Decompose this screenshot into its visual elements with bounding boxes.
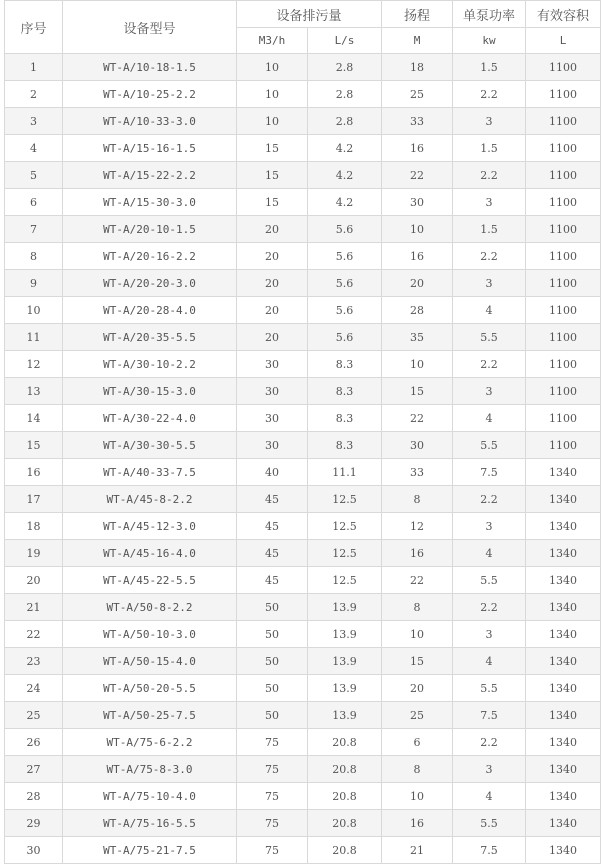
cell-head: 8 <box>382 756 453 783</box>
cell-model: WT-A/75-16-5.5 <box>63 810 237 837</box>
cell-index: 4 <box>5 135 63 162</box>
cell-m3h: 50 <box>237 621 308 648</box>
table-row <box>5 351 601 378</box>
cell-head: 16 <box>382 135 453 162</box>
cell-m3h: 15 <box>237 135 308 162</box>
cell-index: 29 <box>5 810 63 837</box>
cell-m3h: 20 <box>237 324 308 351</box>
cell-power: 4 <box>453 297 526 324</box>
cell-m3h: 75 <box>237 783 308 810</box>
cell-volume: 1340 <box>526 675 601 702</box>
cell-m3h: 45 <box>237 540 308 567</box>
cell-ls: 8.3 <box>308 432 382 459</box>
cell-power: 2.2 <box>453 594 526 621</box>
table-row <box>5 243 601 270</box>
cell-model: WT-A/45-8-2.2 <box>63 486 237 513</box>
cell-index: 2 <box>5 81 63 108</box>
cell-ls: 8.3 <box>308 378 382 405</box>
cell-m3h: 10 <box>237 54 308 81</box>
cell-power: 1.5 <box>453 135 526 162</box>
cell-m3h: 15 <box>237 189 308 216</box>
cell-index: 26 <box>5 729 63 756</box>
cell-ls: 20.8 <box>308 810 382 837</box>
header-head: 扬程 <box>382 1 453 28</box>
cell-volume: 1100 <box>526 432 601 459</box>
table-header <box>5 1 601 54</box>
cell-head: 12 <box>382 513 453 540</box>
cell-m3h: 30 <box>237 378 308 405</box>
cell-ls: 2.8 <box>308 81 382 108</box>
cell-m3h: 75 <box>237 810 308 837</box>
cell-volume: 1340 <box>526 567 601 594</box>
table-row <box>5 648 601 675</box>
cell-power: 2.2 <box>453 162 526 189</box>
cell-ls: 4.2 <box>308 189 382 216</box>
cell-ls: 20.8 <box>308 837 382 864</box>
cell-index: 14 <box>5 405 63 432</box>
cell-index: 5 <box>5 162 63 189</box>
cell-ls: 5.6 <box>308 243 382 270</box>
unit-ls: L/s <box>308 28 382 54</box>
cell-power: 7.5 <box>453 837 526 864</box>
cell-index: 9 <box>5 270 63 297</box>
cell-head: 15 <box>382 378 453 405</box>
cell-m3h: 45 <box>237 513 308 540</box>
cell-power: 3 <box>453 189 526 216</box>
cell-power: 2.2 <box>453 729 526 756</box>
cell-model: WT-A/10-18-1.5 <box>63 54 237 81</box>
table-row <box>5 405 601 432</box>
cell-index: 28 <box>5 783 63 810</box>
header-power: 单泵功率 <box>453 1 526 28</box>
cell-model: WT-A/30-30-5.5 <box>63 432 237 459</box>
cell-model: WT-A/45-16-4.0 <box>63 540 237 567</box>
cell-m3h: 45 <box>237 486 308 513</box>
cell-ls: 4.2 <box>308 135 382 162</box>
cell-power: 4 <box>453 783 526 810</box>
table-row <box>5 324 601 351</box>
cell-m3h: 20 <box>237 243 308 270</box>
table-row <box>5 216 601 243</box>
cell-model: WT-A/50-20-5.5 <box>63 675 237 702</box>
cell-power: 1.5 <box>453 216 526 243</box>
table-row <box>5 675 601 702</box>
cell-index: 3 <box>5 108 63 135</box>
cell-head: 22 <box>382 405 453 432</box>
cell-head: 28 <box>382 297 453 324</box>
table-row <box>5 594 601 621</box>
cell-volume: 1100 <box>526 135 601 162</box>
cell-volume: 1340 <box>526 837 601 864</box>
cell-power: 2.2 <box>453 486 526 513</box>
cell-power: 5.5 <box>453 810 526 837</box>
unit-volume: L <box>526 28 601 54</box>
cell-model: WT-A/45-12-3.0 <box>63 513 237 540</box>
cell-model: WT-A/20-35-5.5 <box>63 324 237 351</box>
cell-volume: 1100 <box>526 243 601 270</box>
cell-head: 22 <box>382 567 453 594</box>
cell-model: WT-A/10-25-2.2 <box>63 81 237 108</box>
cell-model: WT-A/50-8-2.2 <box>63 594 237 621</box>
cell-index: 8 <box>5 243 63 270</box>
cell-m3h: 75 <box>237 729 308 756</box>
table-row <box>5 108 601 135</box>
cell-model: WT-A/20-28-4.0 <box>63 297 237 324</box>
cell-ls: 5.6 <box>308 324 382 351</box>
cell-model: WT-A/50-25-7.5 <box>63 702 237 729</box>
cell-volume: 1100 <box>526 270 601 297</box>
cell-ls: 2.8 <box>308 108 382 135</box>
cell-ls: 13.9 <box>308 648 382 675</box>
cell-model: WT-A/10-33-3.0 <box>63 108 237 135</box>
cell-m3h: 10 <box>237 108 308 135</box>
cell-volume: 1340 <box>526 594 601 621</box>
cell-model: WT-A/75-8-3.0 <box>63 756 237 783</box>
cell-ls: 13.9 <box>308 702 382 729</box>
cell-ls: 5.6 <box>308 270 382 297</box>
cell-model: WT-A/15-16-1.5 <box>63 135 237 162</box>
cell-volume: 1340 <box>526 810 601 837</box>
cell-volume: 1340 <box>526 729 601 756</box>
cell-ls: 8.3 <box>308 405 382 432</box>
cell-ls: 8.3 <box>308 351 382 378</box>
table-row <box>5 189 601 216</box>
cell-model: WT-A/20-20-3.0 <box>63 270 237 297</box>
cell-m3h: 50 <box>237 675 308 702</box>
cell-power: 3 <box>453 756 526 783</box>
cell-power: 3 <box>453 108 526 135</box>
cell-volume: 1100 <box>526 378 601 405</box>
cell-power: 5.5 <box>453 324 526 351</box>
cell-model: WT-A/75-21-7.5 <box>63 837 237 864</box>
cell-head: 10 <box>382 351 453 378</box>
table-row <box>5 162 601 189</box>
cell-model: WT-A/50-10-3.0 <box>63 621 237 648</box>
cell-volume: 1340 <box>526 540 601 567</box>
cell-index: 18 <box>5 513 63 540</box>
cell-index: 17 <box>5 486 63 513</box>
table-row <box>5 54 601 81</box>
cell-m3h: 30 <box>237 432 308 459</box>
cell-ls: 13.9 <box>308 621 382 648</box>
table-row <box>5 135 601 162</box>
cell-power: 3 <box>453 270 526 297</box>
cell-volume: 1340 <box>526 513 601 540</box>
cell-index: 13 <box>5 378 63 405</box>
cell-ls: 13.9 <box>308 594 382 621</box>
cell-ls: 12.5 <box>308 540 382 567</box>
cell-index: 27 <box>5 756 63 783</box>
cell-head: 25 <box>382 81 453 108</box>
cell-model: WT-A/30-22-4.0 <box>63 405 237 432</box>
cell-power: 1.5 <box>453 54 526 81</box>
cell-index: 7 <box>5 216 63 243</box>
cell-head: 16 <box>382 540 453 567</box>
cell-index: 20 <box>5 567 63 594</box>
cell-head: 35 <box>382 324 453 351</box>
unit-m3h: M3/h <box>237 28 308 54</box>
cell-m3h: 15 <box>237 162 308 189</box>
table-row <box>5 297 601 324</box>
cell-head: 10 <box>382 783 453 810</box>
cell-volume: 1100 <box>526 54 601 81</box>
cell-m3h: 75 <box>237 837 308 864</box>
cell-model: WT-A/40-33-7.5 <box>63 459 237 486</box>
cell-model: WT-A/50-15-4.0 <box>63 648 237 675</box>
cell-volume: 1100 <box>526 81 601 108</box>
cell-power: 5.5 <box>453 567 526 594</box>
cell-m3h: 20 <box>237 297 308 324</box>
cell-power: 2.2 <box>453 243 526 270</box>
cell-m3h: 50 <box>237 648 308 675</box>
cell-index: 1 <box>5 54 63 81</box>
cell-power: 3 <box>453 621 526 648</box>
header-volume: 有效容积 <box>526 1 601 28</box>
cell-volume: 1100 <box>526 189 601 216</box>
cell-model: WT-A/20-16-2.2 <box>63 243 237 270</box>
cell-ls: 13.9 <box>308 675 382 702</box>
cell-m3h: 40 <box>237 459 308 486</box>
cell-power: 4 <box>453 405 526 432</box>
cell-head: 33 <box>382 459 453 486</box>
cell-model: WT-A/45-22-5.5 <box>63 567 237 594</box>
cell-index: 30 <box>5 837 63 864</box>
header-index: 序号 <box>5 1 63 54</box>
cell-index: 12 <box>5 351 63 378</box>
cell-index: 16 <box>5 459 63 486</box>
table-row <box>5 783 601 810</box>
table-row <box>5 729 601 756</box>
table-row <box>5 486 601 513</box>
unit-power: kw <box>453 28 526 54</box>
pump-spec-table <box>4 0 601 864</box>
cell-ls: 12.5 <box>308 567 382 594</box>
cell-volume: 1100 <box>526 351 601 378</box>
cell-m3h: 50 <box>237 702 308 729</box>
cell-volume: 1100 <box>526 216 601 243</box>
table-row <box>5 702 601 729</box>
cell-power: 7.5 <box>453 459 526 486</box>
cell-head: 18 <box>382 54 453 81</box>
cell-head: 21 <box>382 837 453 864</box>
spec-table-container <box>4 0 601 864</box>
cell-ls: 12.5 <box>308 513 382 540</box>
cell-power: 2.2 <box>453 81 526 108</box>
cell-power: 5.5 <box>453 432 526 459</box>
cell-model: WT-A/75-10-4.0 <box>63 783 237 810</box>
table-row <box>5 81 601 108</box>
cell-head: 30 <box>382 432 453 459</box>
cell-power: 4 <box>453 648 526 675</box>
cell-volume: 1340 <box>526 621 601 648</box>
cell-m3h: 30 <box>237 405 308 432</box>
cell-power: 7.5 <box>453 702 526 729</box>
table-row <box>5 567 601 594</box>
cell-m3h: 75 <box>237 756 308 783</box>
cell-volume: 1340 <box>526 702 601 729</box>
cell-volume: 1100 <box>526 324 601 351</box>
cell-head: 8 <box>382 486 453 513</box>
cell-head: 25 <box>382 702 453 729</box>
cell-m3h: 30 <box>237 351 308 378</box>
cell-volume: 1340 <box>526 486 601 513</box>
cell-m3h: 10 <box>237 81 308 108</box>
cell-head: 6 <box>382 729 453 756</box>
cell-head: 33 <box>382 108 453 135</box>
table-body <box>5 54 601 864</box>
cell-volume: 1340 <box>526 783 601 810</box>
cell-power: 3 <box>453 513 526 540</box>
cell-ls: 4.2 <box>308 162 382 189</box>
cell-power: 5.5 <box>453 675 526 702</box>
cell-ls: 5.6 <box>308 216 382 243</box>
cell-ls: 12.5 <box>308 486 382 513</box>
cell-model: WT-A/15-22-2.2 <box>63 162 237 189</box>
cell-m3h: 45 <box>237 567 308 594</box>
table-row <box>5 270 601 297</box>
cell-volume: 1100 <box>526 162 601 189</box>
cell-volume: 1100 <box>526 405 601 432</box>
cell-head: 16 <box>382 243 453 270</box>
cell-volume: 1100 <box>526 297 601 324</box>
cell-ls: 5.6 <box>308 297 382 324</box>
cell-model: WT-A/30-10-2.2 <box>63 351 237 378</box>
cell-index: 11 <box>5 324 63 351</box>
cell-ls: 20.8 <box>308 729 382 756</box>
cell-m3h: 20 <box>237 270 308 297</box>
cell-index: 6 <box>5 189 63 216</box>
cell-volume: 1340 <box>526 756 601 783</box>
cell-m3h: 20 <box>237 216 308 243</box>
cell-volume: 1340 <box>526 648 601 675</box>
table-row <box>5 540 601 567</box>
cell-model: WT-A/20-10-1.5 <box>63 216 237 243</box>
cell-index: 22 <box>5 621 63 648</box>
cell-model: WT-A/75-6-2.2 <box>63 729 237 756</box>
cell-index: 24 <box>5 675 63 702</box>
cell-ls: 20.8 <box>308 783 382 810</box>
header-discharge: 设备排污量 <box>237 1 382 28</box>
cell-index: 23 <box>5 648 63 675</box>
table-row <box>5 621 601 648</box>
cell-head: 22 <box>382 162 453 189</box>
table-row <box>5 513 601 540</box>
unit-head: M <box>382 28 453 54</box>
cell-ls: 11.1 <box>308 459 382 486</box>
cell-head: 10 <box>382 216 453 243</box>
cell-index: 19 <box>5 540 63 567</box>
cell-head: 20 <box>382 270 453 297</box>
cell-model: WT-A/30-15-3.0 <box>63 378 237 405</box>
cell-ls: 20.8 <box>308 756 382 783</box>
cell-ls: 2.8 <box>308 54 382 81</box>
table-row <box>5 459 601 486</box>
header-model: 设备型号 <box>63 1 237 54</box>
table-row <box>5 756 601 783</box>
header-row <box>5 1 601 28</box>
cell-volume: 1100 <box>526 108 601 135</box>
table-row <box>5 837 601 864</box>
cell-head: 10 <box>382 621 453 648</box>
table-row <box>5 378 601 405</box>
cell-index: 25 <box>5 702 63 729</box>
cell-head: 15 <box>382 648 453 675</box>
cell-m3h: 50 <box>237 594 308 621</box>
cell-power: 3 <box>453 378 526 405</box>
table-row <box>5 432 601 459</box>
cell-volume: 1340 <box>526 459 601 486</box>
cell-power: 4 <box>453 540 526 567</box>
table-row <box>5 810 601 837</box>
cell-head: 16 <box>382 810 453 837</box>
cell-head: 8 <box>382 594 453 621</box>
cell-head: 30 <box>382 189 453 216</box>
cell-index: 15 <box>5 432 63 459</box>
cell-model: WT-A/15-30-3.0 <box>63 189 237 216</box>
cell-power: 2.2 <box>453 351 526 378</box>
cell-index: 21 <box>5 594 63 621</box>
cell-index: 10 <box>5 297 63 324</box>
cell-head: 20 <box>382 675 453 702</box>
